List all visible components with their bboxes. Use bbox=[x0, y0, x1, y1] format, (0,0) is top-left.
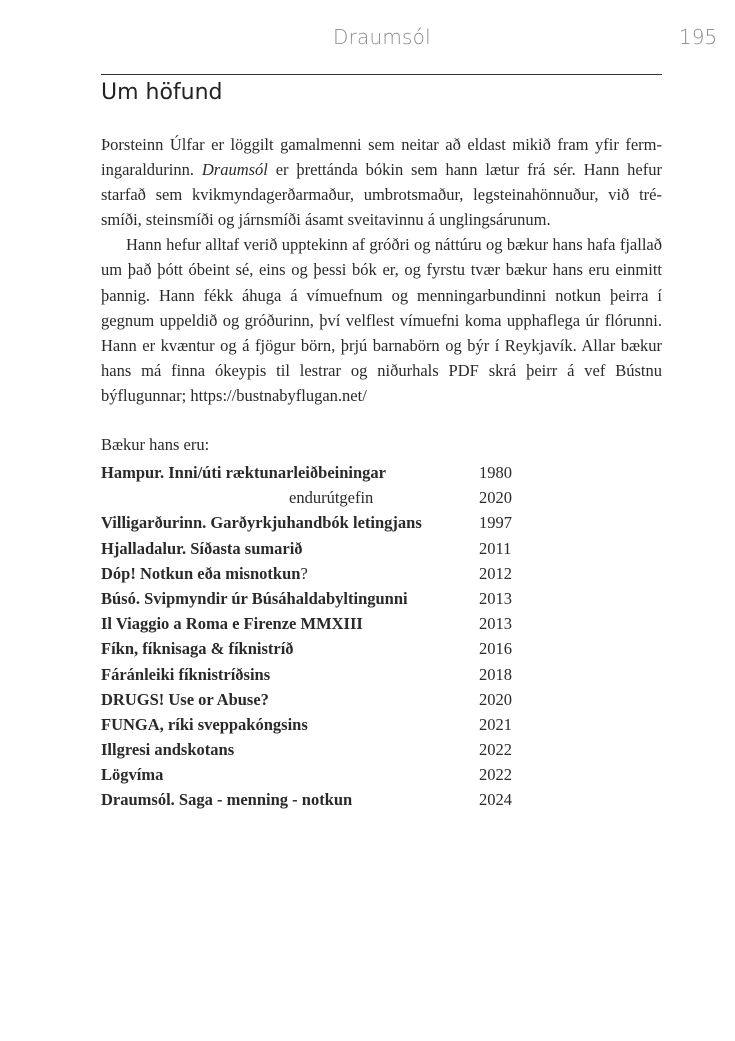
book-title-suffix: ? bbox=[300, 563, 308, 583]
book-year: 2013 bbox=[479, 614, 512, 634]
book-row bbox=[101, 510, 561, 535]
book-title: Fáránleiki fíknistríðsins bbox=[101, 664, 271, 684]
section-heading: Um höfund bbox=[101, 80, 223, 105]
book-year: 2020 bbox=[479, 488, 512, 508]
book-row bbox=[101, 762, 561, 787]
book-row bbox=[101, 787, 561, 812]
running-header bbox=[0, 25, 735, 55]
book-title: Draumsól. Saga - menning - notkun bbox=[101, 790, 353, 810]
book-year: 2012 bbox=[479, 563, 512, 583]
book-year: 2013 bbox=[479, 588, 512, 608]
book-title-text: Dóp! Notkun eða misnotkun bbox=[101, 563, 301, 583]
bio-paragraph-1 bbox=[101, 132, 662, 232]
book-title: Illgresi andskotans bbox=[101, 740, 235, 760]
author-bio bbox=[101, 132, 662, 408]
book-row bbox=[101, 712, 561, 737]
book-title: FUNGA, ríki sveppakóngsins bbox=[101, 714, 308, 734]
books-label: Bækur hans eru: bbox=[101, 435, 210, 454]
book-year: 2022 bbox=[479, 740, 512, 760]
book-row bbox=[101, 611, 561, 636]
book-title: Villigarðurinn. Garðyrkjuhandbók letingjans bbox=[101, 513, 422, 533]
book-title: Hjalladalur. Síðasta sumarið bbox=[101, 538, 303, 558]
book-year: 2016 bbox=[479, 639, 512, 659]
bio-p1-end: er þrettánda bókin sem hann lætur frá sér. Hann hefur starfað sem kvikmyndagerðarmaður, umbrotsmaður, legsteinahönnuður, við tré-smíði, steinsmíði og járnsmíði ásamt sveitavinnu á unglingsárunum. bbox=[101, 160, 662, 230]
book-title: Hampur. Inni/úti ræktunarleiðbeiningar bbox=[101, 463, 386, 482]
book-title: DRUGS! Use or Abuse? bbox=[101, 689, 269, 709]
bio-p1-start: Þorsteinn Úlfar er löggilt gamalmenni sem neitar að eldast mikið fram yfir ferm-ingaraldurinn. bbox=[101, 135, 662, 180]
book-row bbox=[101, 636, 561, 661]
book-title: Il Viaggio a Roma e Firenze MMXIII bbox=[101, 614, 363, 634]
book-year: 2024 bbox=[479, 790, 512, 810]
book-list bbox=[101, 460, 561, 813]
book-year: 2021 bbox=[479, 714, 512, 734]
book-year: 2018 bbox=[479, 664, 512, 684]
book-row bbox=[101, 662, 561, 687]
book-row bbox=[101, 460, 561, 485]
book-row bbox=[101, 687, 561, 712]
book-row bbox=[101, 737, 561, 762]
book-title: Fíkn, fíknisaga & fíknistríð bbox=[101, 639, 294, 659]
bio-paragraph-2: Hann hefur alltaf verið upptekinn af gróðri og náttúru og bækur hans hafa fjallað um það þótt óbeint sé, eins og þessi bók er, og fyrstu tvær bækur hans eru einmitt þannig. Hann fékk áhuga á vímuefnum og menningarbundinni notkun þeirra í gegnum uppeldið og gróðurinn, því velflest vímuefni koma upphaflega úr flórunni. Hann er kvæntur og á fjögur börn, þrjú barnabörn og býr í Reykjavík. Allar bækur hans má finna ókeypis til lestrar og niðurhals PDF skrá þeirr á vef Bústnu býflugunnar; https://bustnabyflugan.net/ bbox=[101, 235, 662, 405]
header-rule bbox=[101, 74, 662, 75]
book-year: 1980 bbox=[479, 463, 512, 482]
book-row bbox=[101, 536, 561, 561]
running-title: Draumsól bbox=[333, 25, 431, 49]
page-number: 195 bbox=[679, 25, 718, 49]
bio-p1-book-title: Draumsól bbox=[201, 160, 268, 180]
book-row bbox=[101, 586, 561, 611]
book-year: 2022 bbox=[479, 765, 512, 785]
book-year: 2011 bbox=[479, 538, 512, 558]
book-note: endurútgefin bbox=[289, 488, 374, 508]
book-row bbox=[101, 561, 561, 586]
book-year: 1997 bbox=[479, 513, 512, 533]
book-title: Búsó. Svipmyndir úr Búsáhaldabyltingunni bbox=[101, 588, 408, 608]
book-row bbox=[101, 485, 561, 510]
book-title: Lögvíma bbox=[101, 765, 164, 785]
book-title bbox=[101, 561, 308, 586]
book-year: 2020 bbox=[479, 689, 512, 709]
